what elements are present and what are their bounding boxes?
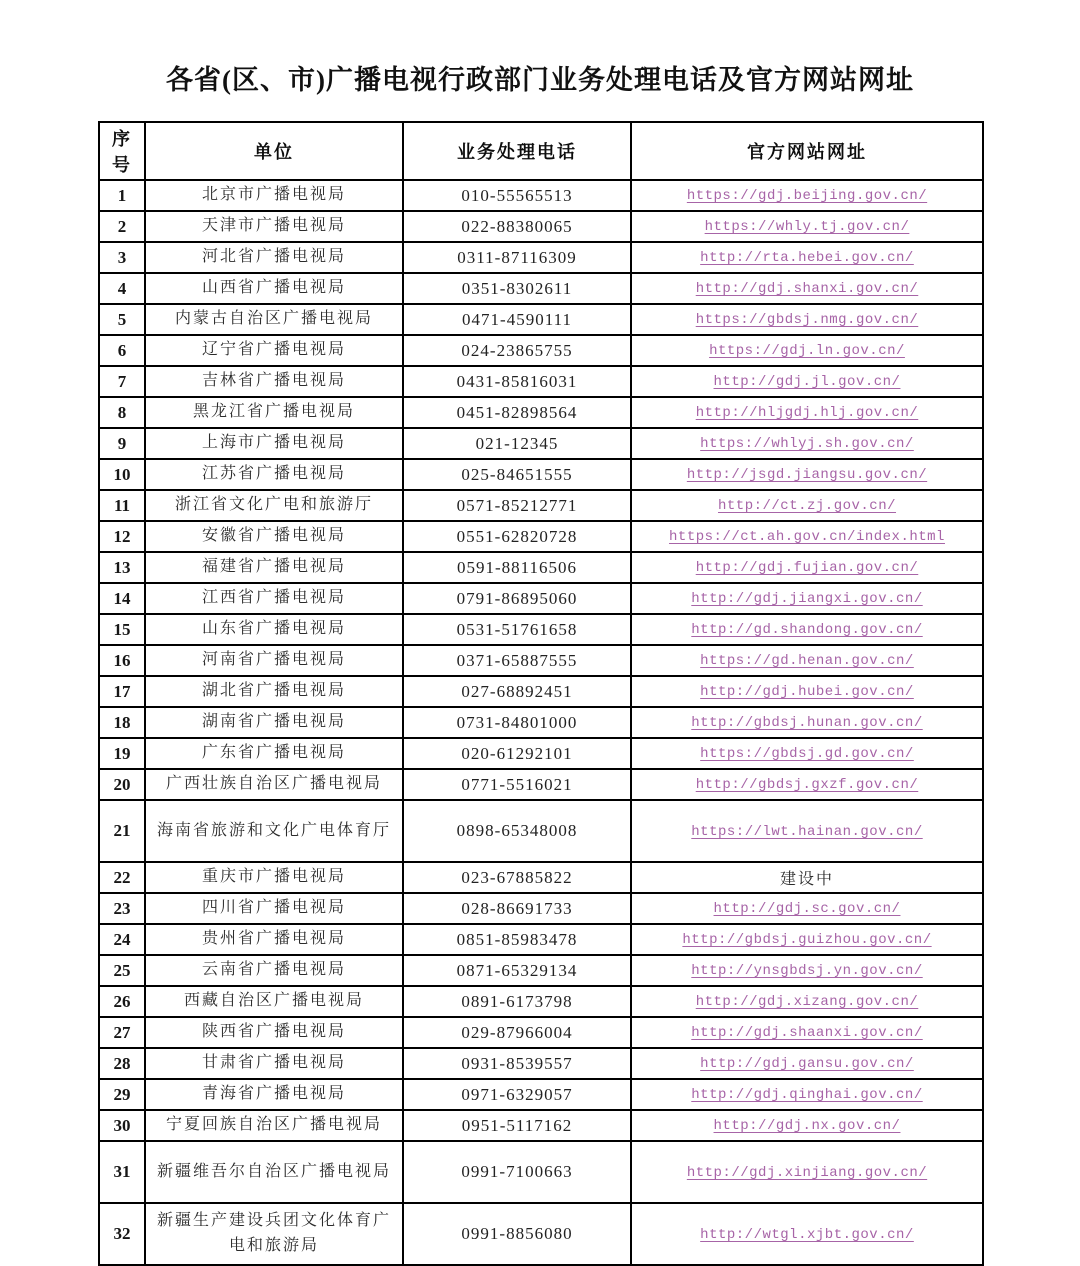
phone-number-cell: 025-84651555 xyxy=(403,459,631,490)
phone-number-cell: 0791-86895060 xyxy=(403,583,631,614)
website-cell xyxy=(631,614,983,645)
website-cell xyxy=(631,304,983,335)
phone-number-cell: 0851-85983478 xyxy=(403,924,631,955)
phone-number-cell: 020-61292101 xyxy=(403,738,631,769)
website-cell xyxy=(631,1017,983,1048)
unit-name-cell: 西藏自治区广播电视局 xyxy=(145,986,403,1017)
unit-name-cell: 云南省广播电视局 xyxy=(145,955,403,986)
row-number-cell: 31 xyxy=(99,1141,145,1203)
table-row xyxy=(99,490,983,521)
website-link[interactable]: http://gdj.hubei.gov.cn/ xyxy=(700,684,914,700)
website-link[interactable]: http://gdj.nx.gov.cn/ xyxy=(713,1118,901,1134)
unit-name-cell: 广东省广播电视局 xyxy=(145,738,403,769)
website-link[interactable]: https://gbdsj.nmg.gov.cn/ xyxy=(695,312,919,328)
contacts-table xyxy=(98,121,984,1266)
table-row xyxy=(99,335,983,366)
table-body xyxy=(99,180,983,1265)
website-link[interactable]: https://whlyj.sh.gov.cn/ xyxy=(700,436,914,452)
table-row xyxy=(99,1079,983,1110)
table-row xyxy=(99,397,983,428)
row-number-cell: 5 xyxy=(99,304,145,335)
table-row xyxy=(99,552,983,583)
unit-name-cell: 湖北省广播电视局 xyxy=(145,676,403,707)
website-cell xyxy=(631,1141,983,1203)
unit-name-cell: 福建省广播电视局 xyxy=(145,552,403,583)
website-link[interactable]: http://rta.hebei.gov.cn/ xyxy=(700,250,914,266)
table-row xyxy=(99,428,983,459)
row-number-cell: 27 xyxy=(99,1017,145,1048)
row-number-cell: 16 xyxy=(99,645,145,676)
unit-name-cell: 河北省广播电视局 xyxy=(145,242,403,273)
website-cell xyxy=(631,1079,983,1110)
website-link[interactable]: https://gdj.beijing.gov.cn/ xyxy=(686,188,928,204)
table-row xyxy=(99,180,983,211)
table-row xyxy=(99,273,983,304)
unit-name-cell: 北京市广播电视局 xyxy=(145,180,403,211)
phone-number-cell: 0951-5117162 xyxy=(403,1110,631,1141)
website-link[interactable]: http://gbdsj.hunan.gov.cn/ xyxy=(691,715,923,731)
row-number-cell: 26 xyxy=(99,986,145,1017)
table-row xyxy=(99,459,983,490)
website-link[interactable]: http://gdj.jl.gov.cn/ xyxy=(713,374,901,390)
website-link[interactable]: http://gdj.fujian.gov.cn/ xyxy=(695,560,919,576)
website-cell xyxy=(631,552,983,583)
unit-name-cell: 黑龙江省广播电视局 xyxy=(145,397,403,428)
table-row xyxy=(99,645,983,676)
phone-number-cell: 023-67885822 xyxy=(403,862,631,893)
website-cell xyxy=(631,428,983,459)
unit-name-cell: 上海市广播电视局 xyxy=(145,428,403,459)
row-number-cell: 32 xyxy=(99,1203,145,1265)
unit-name-cell: 山西省广播电视局 xyxy=(145,273,403,304)
phone-number-cell: 0891-6173798 xyxy=(403,986,631,1017)
website-cell xyxy=(631,211,983,242)
table-row xyxy=(99,893,983,924)
col-header-unit: 单位 xyxy=(145,122,403,180)
phone-number-cell: 021-12345 xyxy=(403,428,631,459)
unit-name-cell: 新疆生产建设兵团文化体育广电和旅游局 xyxy=(145,1203,403,1265)
unit-name-cell: 陕西省广播电视局 xyxy=(145,1017,403,1048)
header-row xyxy=(99,122,983,180)
unit-name-cell: 甘肃省广播电视局 xyxy=(145,1048,403,1079)
row-number-cell: 17 xyxy=(99,676,145,707)
phone-number-cell: 0591-88116506 xyxy=(403,552,631,583)
row-number-cell: 12 xyxy=(99,521,145,552)
unit-name-cell: 湖南省广播电视局 xyxy=(145,707,403,738)
table-row xyxy=(99,738,983,769)
table-row xyxy=(99,366,983,397)
unit-name-cell: 宁夏回族自治区广播电视局 xyxy=(145,1110,403,1141)
row-number-cell: 2 xyxy=(99,211,145,242)
row-number-cell: 1 xyxy=(99,180,145,211)
table-row xyxy=(99,583,983,614)
row-number-cell: 10 xyxy=(99,459,145,490)
website-cell xyxy=(631,521,983,552)
phone-number-cell: 024-23865755 xyxy=(403,335,631,366)
phone-number-cell: 0991-8856080 xyxy=(403,1203,631,1265)
row-number-cell: 4 xyxy=(99,273,145,304)
phone-number-cell: 028-86691733 xyxy=(403,893,631,924)
table-row xyxy=(99,1017,983,1048)
row-number-cell: 25 xyxy=(99,955,145,986)
website-cell xyxy=(631,180,983,211)
website-cell xyxy=(631,893,983,924)
website-cell xyxy=(631,490,983,521)
unit-name-cell: 河南省广播电视局 xyxy=(145,645,403,676)
unit-name-cell: 重庆市广播电视局 xyxy=(145,862,403,893)
unit-name-cell: 山东省广播电视局 xyxy=(145,614,403,645)
row-number-cell: 29 xyxy=(99,1079,145,1110)
website-link[interactable]: http://gdj.shaanxi.gov.cn/ xyxy=(691,1025,923,1041)
table-row xyxy=(99,211,983,242)
phone-number-cell: 0371-65887555 xyxy=(403,645,631,676)
row-number-cell: 23 xyxy=(99,893,145,924)
website-cell xyxy=(631,955,983,986)
row-number-cell: 7 xyxy=(99,366,145,397)
row-number-cell: 21 xyxy=(99,800,145,862)
website-cell xyxy=(631,800,983,862)
table-row xyxy=(99,614,983,645)
row-number-cell: 3 xyxy=(99,242,145,273)
table-row xyxy=(99,676,983,707)
row-number-cell: 28 xyxy=(99,1048,145,1079)
website-link[interactable]: http://gdj.sc.gov.cn/ xyxy=(713,901,901,917)
website-link[interactable]: https://ct.ah.gov.cn/index.html xyxy=(669,529,945,545)
website-cell xyxy=(631,459,983,490)
phone-number-cell: 0731-84801000 xyxy=(403,707,631,738)
phone-number-cell: 0531-51761658 xyxy=(403,614,631,645)
website-link[interactable]: https://gdj.ln.gov.cn/ xyxy=(709,343,905,359)
phone-number-cell: 0991-7100663 xyxy=(403,1141,631,1203)
phone-number-cell: 0551-62820728 xyxy=(403,521,631,552)
website-link[interactable]: https://gbdsj.gd.gov.cn/ xyxy=(700,746,914,762)
website-link[interactable]: http://gbdsj.gxzf.gov.cn/ xyxy=(695,777,919,793)
row-number-cell: 13 xyxy=(99,552,145,583)
phone-number-cell: 027-68892451 xyxy=(403,676,631,707)
website-cell xyxy=(631,769,983,800)
website-cell xyxy=(631,242,983,273)
unit-name-cell: 四川省广播电视局 xyxy=(145,893,403,924)
website-link[interactable]: http://jsgd.jiangsu.gov.cn/ xyxy=(686,467,928,483)
website-link[interactable]: http://gbdsj.guizhou.gov.cn/ xyxy=(682,932,932,948)
unit-name-cell: 辽宁省广播电视局 xyxy=(145,335,403,366)
table-row xyxy=(99,800,983,862)
unit-name-cell: 安徽省广播电视局 xyxy=(145,521,403,552)
website-cell xyxy=(631,1048,983,1079)
website-link[interactable]: http://wtgl.xjbt.gov.cn/ xyxy=(700,1226,914,1243)
website-link[interactable]: http://gdj.shanxi.gov.cn/ xyxy=(695,281,919,297)
table-row xyxy=(99,986,983,1017)
website-link[interactable]: https://whly.tj.gov.cn/ xyxy=(704,219,910,235)
phone-number-cell: 029-87966004 xyxy=(403,1017,631,1048)
website-cell xyxy=(631,924,983,955)
unit-name-cell: 内蒙古自治区广播电视局 xyxy=(145,304,403,335)
website-link[interactable]: http://gdj.qinghai.gov.cn/ xyxy=(691,1087,923,1103)
website-cell xyxy=(631,986,983,1017)
website-cell xyxy=(631,366,983,397)
website-link[interactable]: https://gd.henan.gov.cn/ xyxy=(700,653,914,669)
unit-name-cell: 海南省旅游和文化广电体育厅 xyxy=(145,800,403,862)
unit-name-cell: 天津市广播电视局 xyxy=(145,211,403,242)
col-header-phone: 业务处理电话 xyxy=(403,122,631,180)
row-number-cell: 22 xyxy=(99,862,145,893)
table-row xyxy=(99,304,983,335)
website-cell xyxy=(631,738,983,769)
website-cell xyxy=(631,645,983,676)
row-number-cell: 6 xyxy=(99,335,145,366)
website-link[interactable]: http://gd.shandong.gov.cn/ xyxy=(691,622,923,638)
website-cell xyxy=(631,1203,983,1265)
row-number-cell: 14 xyxy=(99,583,145,614)
row-number-cell: 19 xyxy=(99,738,145,769)
phone-number-cell: 0931-8539557 xyxy=(403,1048,631,1079)
website-cell xyxy=(631,1110,983,1141)
table-row xyxy=(99,1203,983,1265)
website-link[interactable]: https://lwt.hainan.gov.cn/ xyxy=(691,823,923,840)
phone-number-cell: 0431-85816031 xyxy=(403,366,631,397)
website-link[interactable]: http://gdj.xizang.gov.cn/ xyxy=(695,994,919,1010)
phone-number-cell: 010-55565513 xyxy=(403,180,631,211)
table-row xyxy=(99,924,983,955)
website-cell xyxy=(631,583,983,614)
table-row xyxy=(99,769,983,800)
table-row xyxy=(99,862,983,893)
row-number-cell: 18 xyxy=(99,707,145,738)
unit-name-cell: 广西壮族自治区广播电视局 xyxy=(145,769,403,800)
row-number-cell: 9 xyxy=(99,428,145,459)
phone-number-cell: 0571-85212771 xyxy=(403,490,631,521)
website-link[interactable]: http://gdj.gansu.gov.cn/ xyxy=(700,1056,914,1072)
phone-number-cell: 0311-87116309 xyxy=(403,242,631,273)
phone-number-cell: 0898-65348008 xyxy=(403,800,631,862)
unit-name-cell: 江苏省广播电视局 xyxy=(145,459,403,490)
table-row xyxy=(99,955,983,986)
phone-number-cell: 0871-65329134 xyxy=(403,955,631,986)
row-number-cell: 24 xyxy=(99,924,145,955)
website-cell xyxy=(631,707,983,738)
website-cell xyxy=(631,862,983,893)
phone-number-cell: 0351-8302611 xyxy=(403,273,631,304)
row-number-cell: 15 xyxy=(99,614,145,645)
unit-name-cell: 吉林省广播电视局 xyxy=(145,366,403,397)
row-number-cell: 11 xyxy=(99,490,145,521)
table-row xyxy=(99,1110,983,1141)
table-row xyxy=(99,521,983,552)
phone-number-cell: 0971-6329057 xyxy=(403,1079,631,1110)
website-link[interactable]: http://gdj.xinjiang.gov.cn/ xyxy=(686,1164,928,1181)
col-header-website: 官方网站网址 xyxy=(631,122,983,180)
website-link[interactable]: http://hljgdj.hlj.gov.cn/ xyxy=(695,405,919,421)
phone-number-cell: 0451-82898564 xyxy=(403,397,631,428)
row-number-cell: 8 xyxy=(99,397,145,428)
row-number-cell: 30 xyxy=(99,1110,145,1141)
website-cell xyxy=(631,676,983,707)
unit-name-cell: 浙江省文化广电和旅游厅 xyxy=(145,490,403,521)
phone-number-cell: 0471-4590111 xyxy=(403,304,631,335)
website-link[interactable]: http://ynsgbdsj.yn.gov.cn/ xyxy=(691,963,923,979)
unit-name-cell: 江西省广播电视局 xyxy=(145,583,403,614)
unit-name-cell: 贵州省广播电视局 xyxy=(145,924,403,955)
website-cell xyxy=(631,397,983,428)
table-row xyxy=(99,1048,983,1079)
phone-number-cell: 0771-5516021 xyxy=(403,769,631,800)
website-cell xyxy=(631,273,983,304)
unit-name-cell: 青海省广播电视局 xyxy=(145,1079,403,1110)
website-link[interactable]: http://gdj.jiangxi.gov.cn/ xyxy=(691,591,923,607)
phone-number-cell: 022-88380065 xyxy=(403,211,631,242)
row-number-cell: 20 xyxy=(99,769,145,800)
page-title: 各省(区、市)广播电视行政部门业务处理电话及官方网站网址 xyxy=(166,65,914,95)
col-header-no: 序号 xyxy=(99,122,145,180)
table-row xyxy=(99,1141,983,1203)
website-status-text: 建设中 xyxy=(779,871,834,888)
website-link[interactable]: http://ct.zj.gov.cn/ xyxy=(717,498,897,514)
table-row xyxy=(99,707,983,738)
website-cell xyxy=(631,335,983,366)
table-row xyxy=(99,242,983,273)
unit-name-cell: 新疆维吾尔自治区广播电视局 xyxy=(145,1141,403,1203)
